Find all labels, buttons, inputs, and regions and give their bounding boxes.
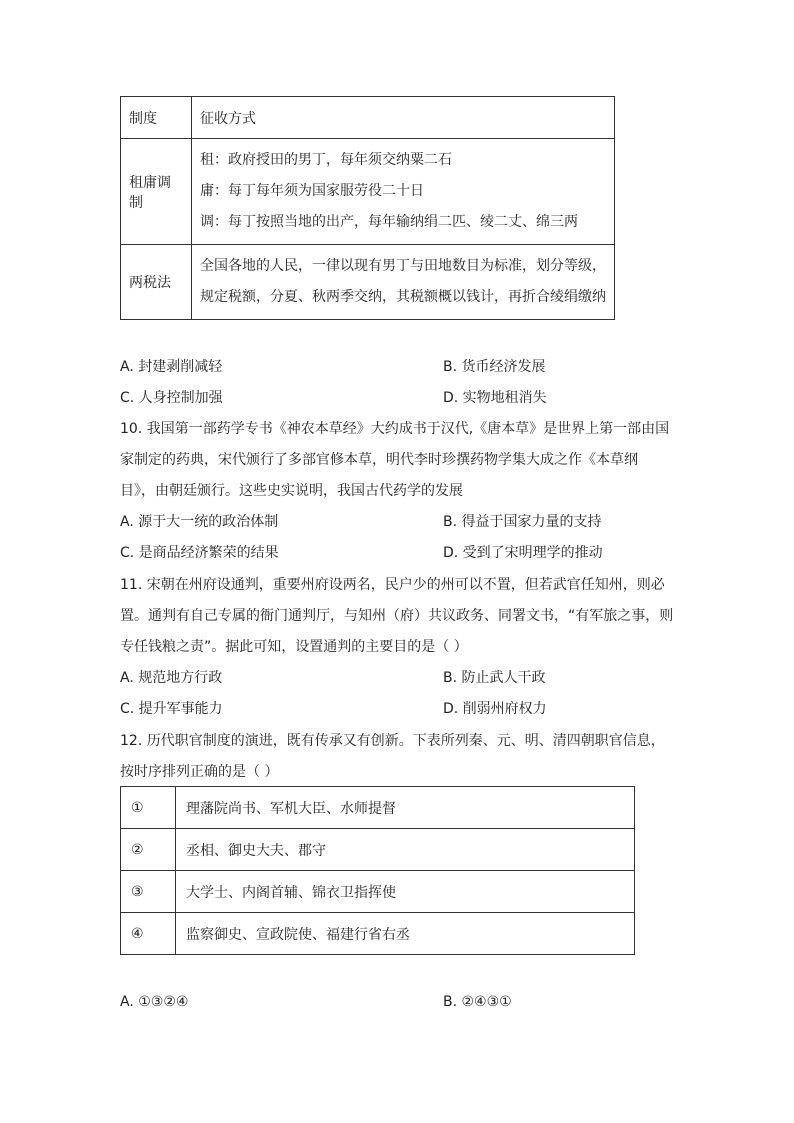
q11-stem-line: 置。通判有自己专属的衙门通判厅，与知州（府）共议政务、同署文书，“有军旅之事，则 [120,608,674,624]
row-text: 大学士、内阁首辅、锦衣卫指挥使 [176,871,635,913]
q9-option-a[interactable]: A. 封建剥削减轻 [120,359,223,375]
method-line: 全国各地的人民，一律以现有男丁与田地数目为标准，划分等级， [200,258,606,274]
q12-stem-line: 12. 历代职官制度的演进，既有传承又有创新。下表所列秦、元、明、清四朝职官信息， [120,733,665,749]
method-cell [192,245,615,320]
q11-option-d[interactable]: D. 削弱州府权力 [443,701,547,717]
row-number: ③ [121,871,176,913]
q9-option-b[interactable]: B. 货币经济发展 [443,359,546,375]
header-cell: 制度 [121,97,192,139]
q10-option-a[interactable]: A. 源于大一统的政治体制 [120,514,279,530]
q12-stem-line: 按时序排列正确的是（ ） [120,764,279,780]
row-number: ① [121,787,176,829]
method-line: 庸：每丁每年须为国家服劳役二十日 [200,183,424,199]
q9-option-c[interactable]: C. 人身控制加强 [120,390,223,406]
q9-option-d[interactable]: D. 实物地租消失 [443,390,547,406]
method-line: 租：政府授田的男丁，每年须交纳粟二石 [200,152,452,168]
q11-stem-line: 专任钱粮之责”。据此可知，设置通判的主要目的是（ ） [120,639,468,655]
tax-system-table [120,96,615,320]
q10-stem-line: 10. 我国第一部药学专书《神农本草经》大约成书于汉代,《唐本草》是世界上第一部由国 [120,421,670,437]
q12-option-b[interactable]: B. ②④③① [443,994,512,1010]
table-row [121,139,615,245]
row-number: ④ [121,913,176,955]
row-number: ② [121,829,176,871]
row-text: 监察御史、宣政院使、福建行省右丞 [176,913,635,955]
system-name-cell: 两税法 [121,245,192,320]
table-row [121,829,635,871]
table-row [121,871,635,913]
row-text: 丞相、御史大夫、郡守 [176,829,635,871]
table-row [121,787,635,829]
official-titles-table [120,786,635,955]
header-cell: 征收方式 [192,97,615,139]
q10-stem-line: 家制定的药典，宋代颁行了多部官修本草，明代李时珍撰药物学集大成之作《本草纲 [120,452,638,468]
q10-option-b[interactable]: B. 得益于国家力量的支持 [443,514,602,530]
method-cell [192,139,615,245]
table-header-row [121,97,615,139]
method-line: 规定税额，分夏、秋两季交纳，其税额概以钱计，再折合绫绢缴纳 [200,289,606,305]
q10-option-d[interactable]: D. 受到了宋明理学的推动 [443,545,603,561]
q11-option-a[interactable]: A. 规范地方行政 [120,670,223,686]
system-name-cell: 租庸调制 [121,139,192,245]
q10-option-c[interactable]: C. 是商品经济繁荣的结果 [120,545,279,561]
method-line: 调：每丁按照当地的出产，每年输纳绢二匹、绫二丈、绵三两 [200,214,578,230]
q11-option-c[interactable]: C. 提升军事能力 [120,701,223,717]
row-text: 理藩院尚书、军机大臣、水师提督 [176,787,635,829]
table-row [121,245,615,320]
table-row [121,913,635,955]
q11-stem-line: 11. 宋朝在州府设通判，重要州府设两名，民户少的州可以不置，但若武官任知州，则必 [120,577,665,593]
q12-option-a[interactable]: A. ①③②④ [120,994,189,1010]
q11-option-b[interactable]: B. 防止武人干政 [443,670,546,686]
q10-stem-line: 目》，由朝廷颁行。这些史实说明，我国古代药学的发展 [120,483,463,499]
